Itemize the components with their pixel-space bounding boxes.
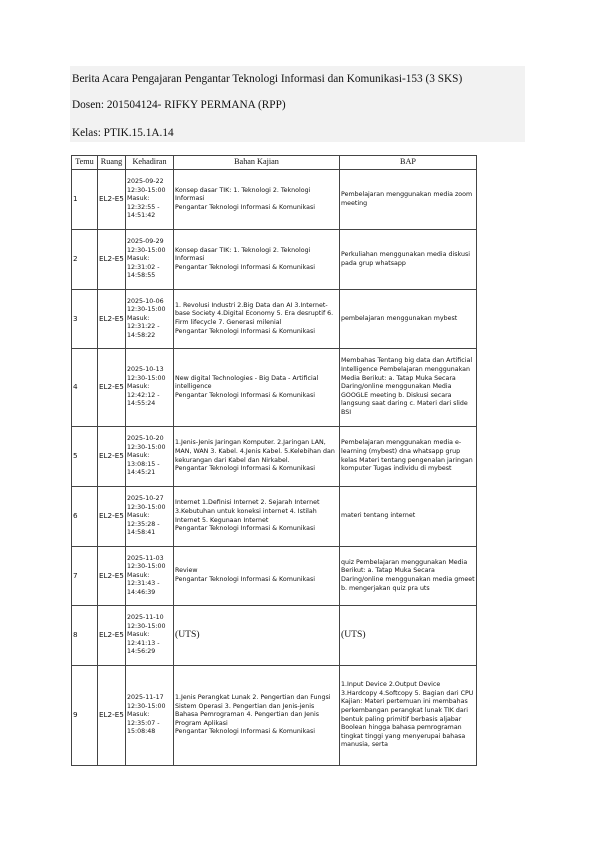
topic: New digital Technologies - Big Data - Artificial intelligence bbox=[175, 374, 319, 391]
attendance-cell bbox=[126, 170, 174, 230]
meeting-number: 1 bbox=[72, 170, 98, 230]
masuk-label: Masuk: bbox=[127, 255, 150, 263]
topic: 1. Revolusi Industri 2.Big Data dan AI 3.Internet-base Society 4.Digital Economy 5. Era desruptif 6. Firm lifecycle 7. Generasi milenial bbox=[175, 301, 334, 326]
table-header-row bbox=[72, 156, 477, 170]
attendance-cell bbox=[126, 606, 174, 666]
course-name: Pengantar Teknologi Informasi & Komunikasi bbox=[175, 327, 315, 335]
col-header-temu: Temu bbox=[72, 156, 98, 170]
table-row bbox=[72, 230, 477, 290]
table-row bbox=[72, 427, 477, 487]
bahan-kajian-cell bbox=[174, 349, 340, 427]
document-title: Berita Acara Pengajaran Pengantar Teknologi Informasi dan Komunikasi-153 (3 SKS) bbox=[72, 73, 463, 85]
bap-cell: materi tentang internet bbox=[340, 487, 477, 547]
masuk-label: Masuk: bbox=[127, 314, 150, 322]
time-slot: 12:30-15:00 bbox=[127, 443, 166, 451]
room: EL2-E5 bbox=[98, 427, 126, 487]
bap-cell: quiz Pembelajaran menggunakan Media Berikut: a. Tatap Muka Secara Daring/online menggunakan media gmeet b. mengerjakan quiz pra uts bbox=[340, 547, 477, 606]
course-name: Pengantar Teknologi Informasi & Komunikasi bbox=[175, 525, 315, 533]
course-name: Pengantar Teknologi Informasi & Komunikasi bbox=[175, 263, 315, 271]
bap-cell: 1.Input Device 2.Output Device 3.Hardcopy 4.Softcopy 5. Bagian dari CPU Kajian: Materi pertemuan ini membahas perkembangan perangkat lunak TIK dari bentuk paling primitif berbasis aljabar Boolean hingga bahasa pemrograman tingkat tinggi yang menyerupai bahasa manusia, serta bbox=[340, 666, 477, 766]
meeting-number: 8 bbox=[72, 606, 98, 666]
time-slot: 12:30-15:00 bbox=[127, 306, 166, 314]
bahan-kajian-cell bbox=[174, 427, 340, 487]
attendance-cell bbox=[126, 666, 174, 766]
attendance-time: 12:35:28 - 14:58:41 bbox=[127, 520, 160, 537]
topic: 1.Jenis Perangkat Lunak 2. Pengertian dan Fungsi Sistem Operasi 3. Pengertian dan Jenis-jenis Bahasa Pemrograman 4. Pengertian dan Jenis Program Aplikasi bbox=[175, 694, 331, 727]
attendance-time: 12:31:02 - 14:58:55 bbox=[127, 263, 160, 280]
masuk-label: Masuk: bbox=[127, 631, 150, 639]
meeting-number: 3 bbox=[72, 290, 98, 349]
table-row bbox=[72, 606, 477, 666]
meeting-number: 6 bbox=[72, 487, 98, 547]
attendance-cell bbox=[126, 290, 174, 349]
bap-cell: Pembelajaran menggunakan media e-learning (mybest) dna whatsapp grup kelas Materi tentang pengenalan jaringan komputer Tugas individu di mybest bbox=[340, 427, 477, 487]
course-name: Pengantar Teknologi Informasi & Komunikasi bbox=[175, 576, 315, 583]
bahan-kajian-cell bbox=[174, 487, 340, 547]
topic: 1.Jenis-Jenis Jaringan Komputer. 2.Jaringan LAN, MAN, WAN 3. Kabel. 4.Jenis Kabel. 5.Kelebihan dan kekurangan dari Kabel dan Nirkabel. bbox=[175, 439, 335, 464]
topic: Review bbox=[175, 567, 198, 575]
meeting-number: 2 bbox=[72, 230, 98, 290]
date: 2025-10-20 bbox=[127, 435, 164, 443]
table-row bbox=[72, 666, 477, 766]
table-row bbox=[72, 547, 477, 606]
room: EL2-E5 bbox=[98, 606, 126, 666]
table-row bbox=[72, 170, 477, 230]
course-name: Pengantar Teknologi Informasi & Komunikasi bbox=[175, 465, 315, 473]
bap-cell: pembelajaran menggunakan mybest bbox=[340, 290, 477, 349]
meeting-number: 5 bbox=[72, 427, 98, 487]
bahan-kajian-cell bbox=[174, 230, 340, 290]
masuk-label: Masuk: bbox=[127, 571, 150, 579]
room: EL2-E5 bbox=[98, 547, 126, 606]
meeting-number: 7 bbox=[72, 547, 98, 606]
date: 2025-11-10 bbox=[127, 614, 164, 622]
date: 2025-11-17 bbox=[127, 694, 164, 702]
col-header-bap: BAP bbox=[340, 156, 477, 170]
room: EL2-E5 bbox=[98, 290, 126, 349]
bahan-kajian-cell: (UTS) bbox=[174, 606, 340, 666]
bap-cell: Perkuliahan menggunakan media diskusi pada grup whatsapp bbox=[340, 230, 477, 290]
bahan-kajian-cell bbox=[174, 666, 340, 766]
bahan-kajian-cell bbox=[174, 290, 340, 349]
course-name: Pengantar Teknologi Informasi & Komunikasi bbox=[175, 728, 315, 736]
table-row bbox=[72, 290, 477, 349]
time-slot: 12:30-15:00 bbox=[127, 374, 166, 382]
attendance-time: 12:31:22 - 14:58:22 bbox=[127, 323, 160, 339]
bap-cell: Pembelajaran menggunakan media zoom meeting bbox=[340, 170, 477, 230]
attendance-time: 12:35:07 - 15:08:48 bbox=[127, 719, 160, 736]
lecturer-line: Dosen: 201504124- RIFKY PERMANA (RPP) bbox=[72, 99, 286, 111]
course-name: Pengantar Teknologi Informasi & Komunikasi bbox=[175, 203, 315, 211]
attendance-cell bbox=[126, 427, 174, 487]
room: EL2-E5 bbox=[98, 349, 126, 427]
bahan-kajian-cell bbox=[174, 547, 340, 606]
masuk-label: Masuk: bbox=[127, 512, 150, 520]
date: 2025-10-06 bbox=[127, 297, 164, 305]
attendance-cell bbox=[126, 230, 174, 290]
masuk-label: Masuk: bbox=[127, 452, 150, 460]
time-slot: 12:30-15:00 bbox=[127, 246, 166, 254]
col-header-bahan-kajian: Bahan Kajian bbox=[174, 156, 340, 170]
time-slot: 12:30-15:00 bbox=[127, 186, 166, 194]
table-row bbox=[72, 487, 477, 547]
room: EL2-E5 bbox=[98, 666, 126, 766]
attendance-time: 13:08:15 - 14:45:21 bbox=[127, 460, 160, 477]
date: 2025-09-22 bbox=[127, 178, 164, 186]
meeting-number: 9 bbox=[72, 666, 98, 766]
attendance-cell bbox=[126, 349, 174, 427]
bap-cell: (UTS) bbox=[340, 606, 477, 666]
topic: Konsep dasar TIK: 1. Teknologi 2. Teknologi Informasi bbox=[175, 246, 311, 263]
time-slot: 12:30-15:00 bbox=[127, 622, 166, 630]
date: 2025-10-13 bbox=[127, 366, 164, 374]
course-name: Pengantar Teknologi Informasi & Komunikasi bbox=[175, 391, 315, 399]
document-header bbox=[70, 66, 525, 142]
attendance-cell bbox=[126, 487, 174, 547]
masuk-label: Masuk: bbox=[127, 383, 150, 391]
bap-cell: Membahas Tentang big data dan Artificial Intelligence Pembelajaran menggunakan Media Berikut: a. Tatap Muka Secara Daring/online menggunakan Media GOOGLE meeting b. Diskusi secara langsung saat daring c. Materi dari slide BSI bbox=[340, 349, 477, 427]
attendance-time: 12:42:12 - 14:55:24 bbox=[127, 391, 160, 408]
attendance-cell bbox=[126, 547, 174, 606]
class-line: Kelas: PTIK.15.1A.14 bbox=[72, 127, 174, 139]
date: 2025-10-27 bbox=[127, 495, 164, 503]
topic: Konsep dasar TIK: 1. Teknologi 2. Teknologi Informasi bbox=[175, 186, 311, 203]
masuk-label: Masuk: bbox=[127, 711, 150, 719]
attendance-table bbox=[71, 155, 477, 766]
room: EL2-E5 bbox=[98, 170, 126, 230]
date: 2025-09-29 bbox=[127, 238, 164, 246]
bahan-kajian-cell bbox=[174, 170, 340, 230]
room: EL2-E5 bbox=[98, 487, 126, 547]
col-header-kehadiran: Kehadiran bbox=[126, 156, 174, 170]
masuk-label: Masuk: bbox=[127, 195, 150, 203]
room: EL2-E5 bbox=[98, 230, 126, 290]
date: 2025-11-03 bbox=[127, 554, 164, 562]
meeting-number: 4 bbox=[72, 349, 98, 427]
attendance-time: 12:41:13 - 14:56:29 bbox=[127, 639, 160, 656]
attendance-time: 12:31:43 - 14:46:39 bbox=[127, 580, 160, 596]
time-slot: 12:30-15:00 bbox=[127, 503, 166, 511]
table-row bbox=[72, 349, 477, 427]
col-header-ruang: Ruang bbox=[98, 156, 126, 170]
time-slot: 12:30-15:00 bbox=[127, 702, 166, 710]
time-slot: 12:30-15:00 bbox=[127, 563, 166, 571]
attendance-time: 12:32:55 - 14:51:42 bbox=[127, 203, 160, 220]
topic: Internet 1.Definisi Internet 2. Sejarah Internet 3.Kebutuhan untuk koneksi internet 4. Istilah Internet 5. Kegunaan Internet bbox=[175, 499, 320, 524]
